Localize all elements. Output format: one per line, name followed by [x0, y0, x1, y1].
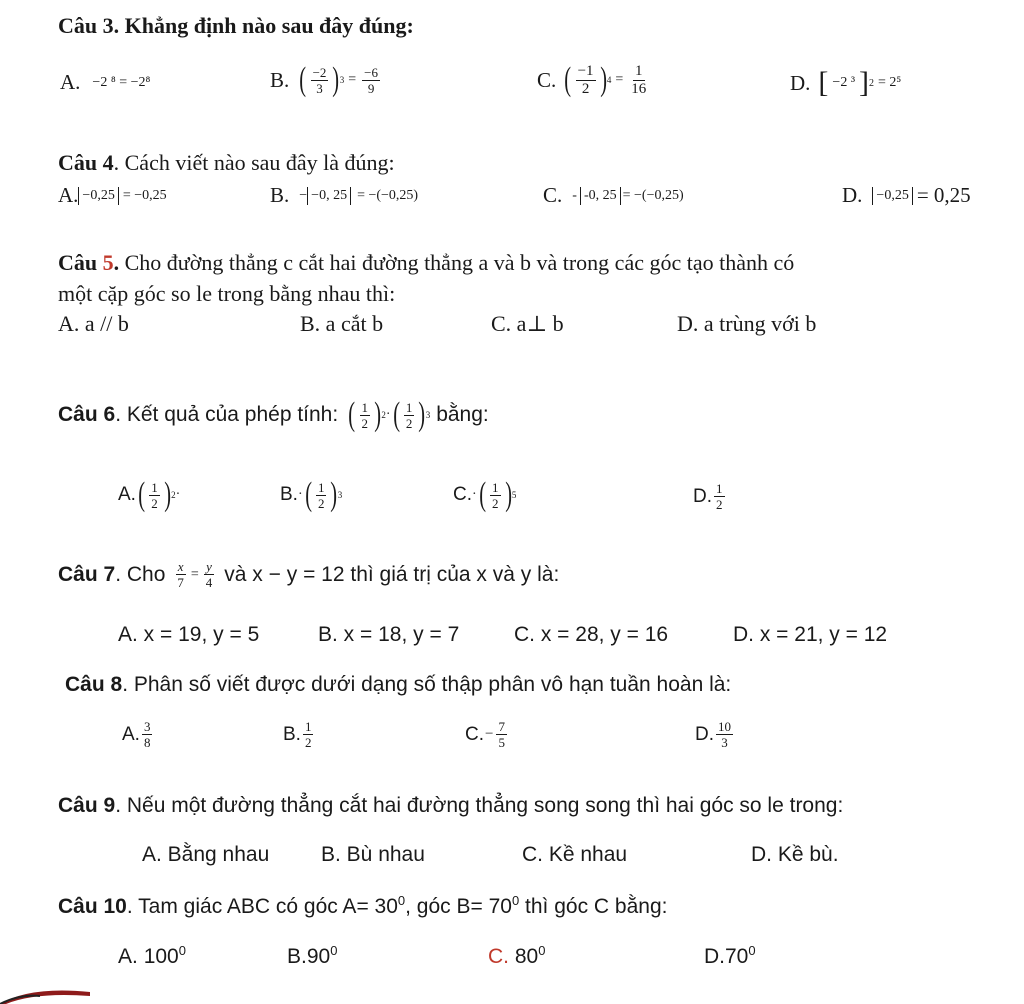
q7-option-d: D. x = 21, y = 12	[733, 623, 888, 646]
q6-option-a: A. ( $\frac{1}{2}$ ) 2 ·	[118, 476, 181, 513]
q7-four: 4	[205, 575, 213, 590]
q10-deg-a: 0	[397, 893, 406, 908]
q4-a-abs: −0,25	[78, 187, 118, 205]
q4-b-abs: −0, 25	[307, 187, 351, 205]
q6-b-pre: ·	[297, 487, 303, 502]
q10-option-b	[287, 943, 337, 969]
q5-title-bold-c: .	[113, 250, 120, 275]
q5-option-c: C. a⊥ b	[491, 311, 564, 336]
q6-title: Câu 6 . Kết quả của phép tính: ( $\frac{1}{2}$ ) 2 · ( $\frac{1}{2}$ ) 3 bằng:	[58, 396, 489, 433]
q3-option-b: B. ( $\frac{-2}{3}$ ) 3 = $\frac{-6}{9}$	[270, 61, 379, 98]
q7-option-a: A. x = 19, y = 5	[118, 623, 260, 646]
q10-title-b: , góc B= 70	[405, 895, 512, 918]
q8-a-den: 8	[143, 735, 151, 750]
q10-d-val: 70	[725, 945, 749, 968]
q10-b-deg: 0	[330, 943, 338, 958]
q9-title	[58, 794, 843, 818]
q7-seven: 7	[177, 575, 184, 590]
q10-c-deg: 0	[538, 943, 546, 958]
q4-option-d	[842, 183, 971, 208]
q5-line1-rest: Cho đường thẳng c cắt hai đường thẳng a và b và trong các góc tạo thành có	[119, 250, 795, 275]
q6-c-den: 2	[492, 495, 499, 511]
q3-c-den: 2	[581, 80, 590, 97]
q10-title-c: thì góc C bằng:	[519, 895, 668, 918]
q6-a-label: A.	[118, 484, 136, 505]
q8-title	[65, 673, 731, 697]
q4-option-b	[270, 183, 418, 208]
q3-c-exp: 4	[606, 75, 612, 85]
q7-y: y	[206, 559, 212, 574]
q8-b-den: 2	[304, 735, 312, 750]
q6-option-b: B. · ( $\frac{1}{2}$ ) 3	[280, 476, 343, 513]
q3-b-eq: =	[348, 72, 357, 87]
q6-b-den: 2	[317, 495, 325, 511]
q6-dot: ·	[385, 407, 391, 422]
q4-d-rhs: = 0,25	[916, 183, 971, 207]
q6-b-exp: 3	[337, 490, 343, 500]
q7-title-pre: . Cho	[115, 562, 166, 586]
q3-d-exp: 2	[869, 77, 875, 89]
q6-frac1-num: 1	[361, 399, 369, 415]
q6-frac2-num: 1	[405, 399, 413, 415]
q3-b-num: −2	[312, 64, 327, 80]
q9-option-d: D. Kề bù.	[751, 843, 839, 866]
q10-deg-b: 0	[511, 893, 520, 908]
q6-title-end: bằng:	[436, 403, 489, 426]
q8-title-bold: Câu 8	[65, 673, 123, 696]
q10-a-label: A.	[118, 945, 138, 968]
q6-frac1-den: 2	[361, 415, 369, 431]
q10-option-c	[488, 943, 545, 969]
q5-title-bold-a: Câu	[58, 250, 103, 275]
q3-b-den: 3	[316, 80, 323, 96]
q6-exp1: 2	[381, 410, 386, 420]
q5-option-d: D. a trùng với b	[677, 311, 817, 336]
q6-c-num: 1	[492, 479, 499, 495]
q4-b-rhs: = −(−0,25)	[357, 187, 419, 203]
q8-d-num: 10	[718, 719, 731, 734]
q4-option-c	[543, 183, 684, 208]
q10-a-deg: 0	[178, 943, 186, 958]
q3-d-label: D.	[790, 70, 811, 95]
q3-title: Câu 3. Khẳng định nào sau đây đúng:	[58, 13, 414, 38]
q3-c-rnum: 1	[635, 62, 643, 79]
q8-d-den: 3	[721, 735, 728, 750]
q5-line-2: một cặp góc so le trong bằng nhau thì:	[58, 281, 396, 306]
q6-option-c: C. · ( $\frac{1}{2}$ ) 5	[453, 476, 517, 513]
q8-b-num: 1	[304, 719, 312, 734]
q7-title-bold: Câu 7	[58, 562, 116, 586]
q3-b-rnum: −6	[364, 64, 379, 80]
q3-a-expr: −2 ⁸ = −2⁸	[92, 74, 151, 90]
q6-d-label: D.	[693, 485, 712, 507]
q10-title	[58, 893, 667, 919]
q5-line-1	[58, 250, 794, 276]
q3-option-d: D. [ −2 ³ ] 2 = 2⁵	[790, 66, 902, 99]
q4-b-label: B.	[270, 183, 290, 207]
q6-b-label: B.	[280, 484, 298, 505]
q7-title	[58, 560, 559, 589]
q3-c-label: C.	[537, 67, 557, 92]
q8-title-rest: . Phân số viết được dưới dạng số thập phân vô hạn tuần hoàn là:	[122, 673, 732, 696]
q4-a-rhs: = −0,25	[122, 187, 167, 203]
q4-d-label: D.	[842, 183, 863, 207]
q3-b-rden: 9	[367, 80, 375, 96]
q6-option-d	[693, 482, 727, 511]
q4-option-a	[58, 183, 167, 208]
q7-title-post: và x − y = 12 thì giá trị của x và y là:	[224, 562, 560, 586]
q3-c-rden: 16	[631, 80, 647, 97]
q6-a-den: 2	[151, 495, 158, 511]
red-swoosh-decoration	[0, 984, 90, 1004]
q7-x: x	[177, 559, 184, 574]
q7-option-b: B. x = 18, y = 7	[318, 623, 460, 646]
q9-option-b: B. Bù nhau	[321, 843, 425, 866]
q6-c-pre: ·	[472, 487, 477, 502]
q3-d-rhs: = 2⁵	[878, 75, 902, 90]
q5-option-b: B. a cắt b	[300, 311, 384, 336]
q4-title-rest: . Cách viết nào sau đây là đúng:	[113, 150, 395, 175]
q5-option-a: A. a // b	[58, 311, 129, 336]
q10-d-deg: 0	[748, 943, 756, 958]
q4-c-abs: -0, 25	[580, 187, 621, 205]
q10-b-label: B.	[287, 945, 307, 968]
q4-b-pre: −	[299, 187, 308, 203]
q8-d-label: D.	[695, 723, 714, 745]
q10-a-val: 100	[143, 945, 179, 968]
q3-option-c: C. ( $\frac{-1}{2}$ ) 4 = $\frac{1}{16}$	[537, 61, 647, 98]
q4-c-label: C.	[543, 183, 563, 207]
q4-title-bold: Câu 4	[58, 150, 114, 175]
q6-c-exp: 5	[511, 490, 517, 500]
q6-d-num: 1	[716, 481, 723, 496]
q9-title-rest: . Nếu một đường thẳng cắt hai đường thẳng song song thì hai góc so le trong:	[115, 794, 844, 817]
q4-c-rhs: = −(−0,25)	[622, 187, 684, 203]
q9-title-bold: Câu 9	[58, 794, 116, 817]
q8-c-den: 5	[498, 735, 505, 750]
q4-title	[58, 150, 395, 176]
q10-title-a: . Tam giác ABC có góc A= 30	[126, 895, 398, 918]
q4-c-pre: -	[572, 187, 577, 203]
q6-title-bold: Câu 6	[58, 403, 116, 426]
q10-c-label: C.	[488, 945, 509, 968]
q10-option-d	[704, 943, 756, 969]
q10-option-a	[118, 943, 186, 969]
q6-a-tail: ·	[175, 487, 181, 502]
q4-d-abs: −0,25	[872, 187, 912, 205]
q3-c-num: −1	[577, 62, 594, 79]
q10-d-label: D.	[704, 945, 725, 968]
q6-frac2-den: 2	[405, 415, 413, 431]
q8-c-sign: −	[485, 726, 494, 742]
q8-c-label: C.	[465, 723, 484, 745]
q6-b-num: 1	[317, 479, 325, 495]
q3-option-a	[60, 70, 150, 95]
q8-option-a	[122, 720, 154, 749]
q7-option-c: C. x = 28, y = 16	[514, 623, 669, 646]
q3-a-label: A.	[60, 70, 81, 94]
q4-a-label: A.	[58, 183, 79, 207]
q9-option-a: A. Bằng nhau	[142, 843, 270, 866]
q6-d-den: 2	[716, 497, 723, 512]
q6-a-num: 1	[151, 479, 158, 495]
q5-title-number: 5	[102, 250, 114, 275]
q6-a-exp: 2	[171, 490, 176, 500]
q10-b-val: 90	[306, 945, 331, 968]
q8-option-b	[283, 720, 315, 749]
q8-a-num: 3	[143, 719, 151, 734]
q7-eq: =	[190, 566, 199, 582]
q3-c-eq: =	[615, 72, 624, 87]
q6-c-label: C.	[453, 484, 472, 505]
q8-a-label: A.	[122, 723, 140, 745]
q3-b-label: B.	[270, 67, 290, 92]
q3-b-exp: 3	[339, 75, 345, 85]
q10-title-bold: Câu 10	[58, 895, 127, 918]
q8-option-c	[465, 720, 509, 749]
q8-b-label: B.	[283, 723, 301, 745]
q6-exp2: 3	[425, 410, 431, 420]
q6-title-mid: . Kết quả của phép tính:	[115, 403, 339, 426]
q3-d-inner: −2 ³	[832, 75, 856, 90]
q8-c-num: 7	[498, 719, 505, 734]
q8-option-d	[695, 720, 735, 749]
q10-c-val: 80	[514, 945, 539, 968]
q9-option-c: C. Kề nhau	[522, 843, 628, 866]
